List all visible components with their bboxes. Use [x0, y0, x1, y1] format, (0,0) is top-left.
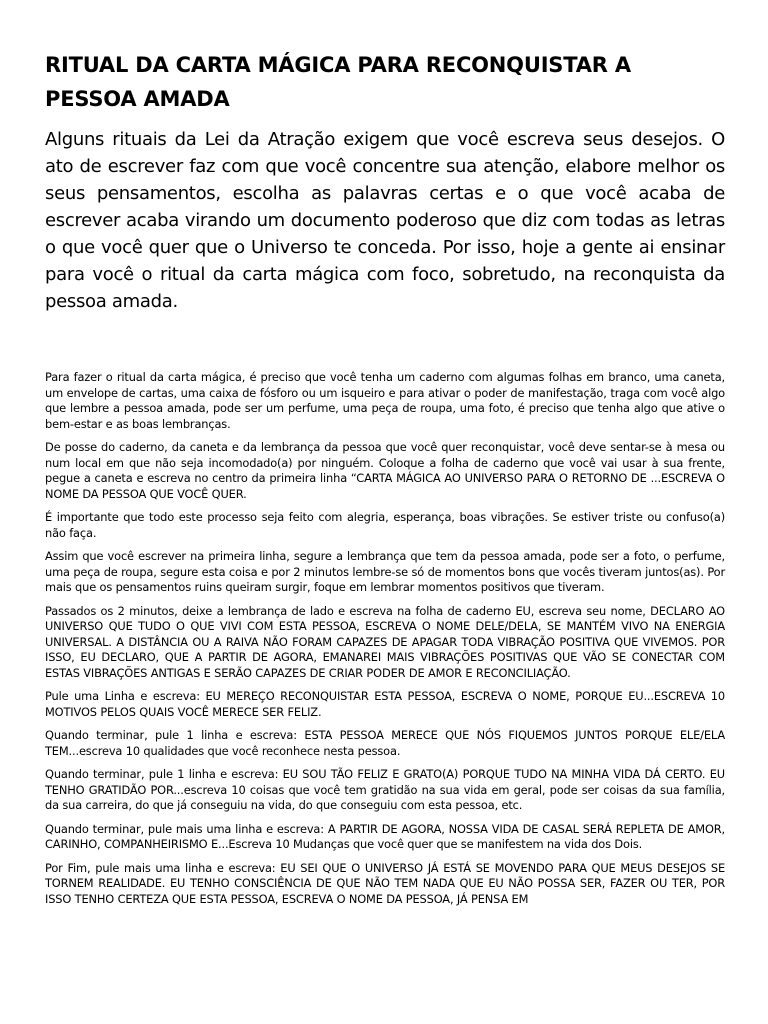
paragraph-memories: Assim que você escrever na primeira linha, segure a lembrança que tem da pessoa amada, pode ser a foto, o perfume, uma peça de roupa, segure esta coisa e por 2 minutos lembre-se só de momentos bons que vocês tiveram juntos(as). Por mais que os pensamentos ruins queiram surgir, foque em lembrar momentos positivos que tiveram. — [45, 549, 725, 594]
document-page — [45, 0, 725, 915]
paragraph-deserve: Pule uma Linha e escreva: EU MEREÇO RECONQUISTAR ESTA PESSOA, ESCREVA O NOME, PORQUE EU...ESCREVA 10 MOTIVOS PELOS QUAIS VOCÊ MERECE SER FELIZ. — [45, 689, 725, 719]
paragraph-mood: É importante que todo este processo seja feito com alegria, esperança, boas vibrações. Se estiver triste ou confuso(a) não faça. — [45, 510, 725, 540]
paragraph-final: Por Fim, pule mais uma linha e escreva: EU SEI QUE O UNIVERSO JÁ ESTÁ SE MOVENDO PARA QUE MEUS DESEJOS SE TORNEM REALIDADE. EU TENHO CONSCIÊNCIA DE QUE NÃO TEM NADA QUE EU NÃO POSSA SER, FAZER OU TER, POR ISSO TENHO CERTEZA QUE ESTA PESSOA, ESCREVA O NOME DA PESSOA, JÁ PENSA EM — [45, 860, 725, 906]
paragraph-setup: De posse do caderno, da caneta e da lembrança da pessoa que você quer reconquistar, você deve sentar-se à mesa ou num local em que não seja incomodado(a) por ninguém. Coloque a folha de caderno que você vai usar à sua frente, pegue a caneta e escreva no centro da primeira linha “CARTA MÁGICA AO UNIVERSO PARA O RETORNO DE ...ESCREVA O NOME DA PESSOA QUE VOCÊ QUER. — [45, 440, 725, 501]
paragraph-materials: Para fazer o ritual da carta mágica, é preciso que você tenha um caderno com algumas folhas em branco, uma caneta, um envelope de cartas, uma caixa de fósforo ou um isqueiro e para ativar o poder de manifestação, traga com você algo que lembre a pessoa amada, pode ser um perfume, uma peça de roupa, uma foto, é preciso que tenha algo que ative o bem-estar e as boas lembranças. — [45, 370, 725, 431]
body-text — [45, 370, 725, 907]
lead-paragraph: Alguns rituais da Lei da Atração exigem que você escreva seus desejos. O ato de escrever faz com que você concentre sua atenção, elabore melhor os seus pensamentos, escolha as palavras certas e o que você acaba de escrever acaba virando um documento poderoso que diz com todas as letras o que você quer que o Universo te conceda. Por isso, hoje a gente ai ensinar para você o ritual da carta mágica com foco, sobretudo, na reconquista da pessoa amada. — [45, 129, 725, 312]
paragraph-gratitude: Quando terminar, pule 1 linha e escreva: EU SOU TÃO FELIZ E GRATO(A) PORQUE TUDO NA MINHA VIDA DÁ CERTO. EU TENHO GRATIDÃO POR...escreva 10 coisas que você tem gratidão na sua vida em geral, pode ser coisas da sua família, da sua carreira, do que já conseguiu na vida, do que conseguiu com esta pessoa, etc. — [45, 767, 725, 812]
paragraph-changes: Quando terminar, pule mais uma linha e escreva: A PARTIR DE AGORA, NOSSA VIDA DE CASAL SERÁ REPLETA DE AMOR, CARINHO, COMPANHEIRISMO E...Escreva 10 Mudanças que você quer que se manifestem na vida dos Dois. — [45, 821, 725, 851]
paragraph-declaration: Passados os 2 minutos, deixe a lembrança de lado e escreva na folha de caderno EU, escreva seu nome, DECLARO AO UNIVERSO QUE TUDO O QUE VIVI COM ESTA PESSOA, ESCREVA O NOME DELE/DELA, SE MANTÉM VIVO NA ENERGIA UNIVERSAL. A DISTÂNCIA OU A RAIVA NÃO FORAM CAPAZES DE APAGAR TODA VIBRAÇÃO POSITIVA QUE VIVEMOS. POR ISSO, EU DECLARO, QUE A PARTIR DE AGORA, EMANAREI MAIS VIBRAÇÕES POSITIVAS QUE VÃO SE CONECTAR COM ESTAS VIBRAÇÕES ANTIGAS E SERÃO CAPAZES DE CRIAR PODER DE AMOR E RECONCILIAÇÃO. — [45, 603, 725, 680]
paragraph-qualities: Quando terminar, pule 1 linha e escreva: ESTA PESSOA MERECE QUE NÓS FIQUEMOS JUNTOS PORQUE ELE/ELA TEM...escreva 10 qualidades que você reconhece nesta pessoa. — [45, 728, 725, 758]
document-title: RITUAL DA CARTA MÁGICA PARA RECONQUISTAR A PESSOA AMADA — [45, 53, 631, 111]
